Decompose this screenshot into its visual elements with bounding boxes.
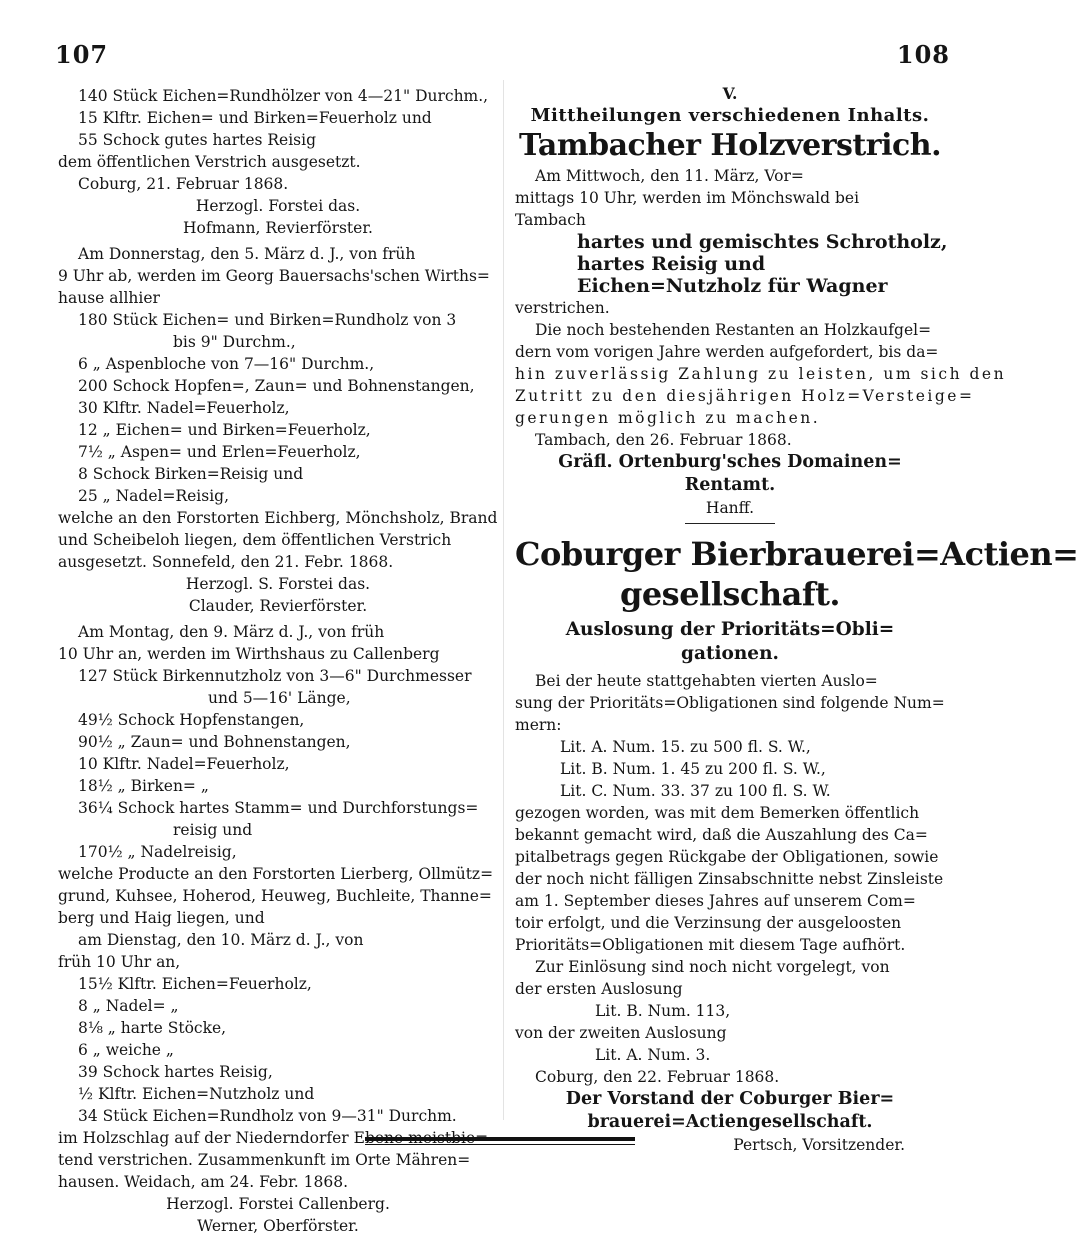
right-column	[515, 84, 1078, 1156]
text-line: 9 Uhr ab, werden im Georg Bauersachs'schen Wirths=	[58, 267, 490, 285]
text-line: Lit. C. Num. 33. 37 zu 100 fl. S. W.	[560, 782, 831, 800]
text-line: hausen. Weidach, am 24. Febr. 1868.	[58, 1173, 349, 1191]
text-line: hause allhier	[58, 289, 160, 307]
notice-title: Coburger Bierbrauerei=Actien=	[515, 535, 1078, 573]
text-line: Lit. B. Num. 113,	[595, 1002, 731, 1020]
page-number-left: 107	[55, 40, 109, 69]
column-gutter	[503, 80, 504, 1120]
section-number: V.	[722, 84, 738, 103]
text-line: ½ Klftr. Eichen=Nutzholz und	[78, 1085, 315, 1103]
text-line: mern:	[515, 716, 562, 734]
signature-office: brauerei=Actiengesellschaft.	[587, 1112, 873, 1132]
section-heading: Mittheilungen verschiedenen Inhalts.	[530, 105, 930, 126]
text-line: bis 9" Durchm.,	[173, 333, 296, 351]
text-line: der ersten Auslosung	[515, 980, 683, 998]
text-line: Prioritäts=Obligationen mit diesem Tage aufhört.	[515, 936, 906, 954]
text-line: 8 „ Nadel= „	[78, 997, 179, 1015]
signature-office: Der Vorstand der Coburger Bier=	[565, 1089, 895, 1109]
text-line: und 5—16' Länge,	[208, 689, 351, 707]
text-line: Am Montag, den 9. März d. J., von früh	[78, 623, 385, 641]
text-line: dem öffentlichen Verstrich ausgesetzt.	[58, 153, 361, 171]
text-line: Tambach, den 26. Februar 1868.	[535, 431, 792, 449]
text-line: Lit. A. Num. 3.	[595, 1046, 711, 1064]
text-line: welche Producte an den Forstorten Lierberg, Ollmütz=	[58, 865, 494, 883]
text-line: am 1. September dieses Jahres auf unserem Com=	[515, 892, 916, 910]
text-line: mittags 10 Uhr, werden im Mönchswald bei	[515, 189, 860, 207]
text-line: ausgesetzt. Sonnefeld, den 21. Febr. 1868.	[58, 553, 394, 571]
signature-name: Clauder, Revierförster.	[188, 597, 368, 615]
text-line: gezogen worden, was mit dem Bemerken öffentlich	[515, 804, 920, 822]
bottom-rule-thin	[365, 1144, 635, 1145]
notice-title: Tambacher Holzverstrich.	[518, 128, 942, 163]
signature-office: Herzogl. Forstei das.	[195, 197, 361, 215]
signature-office: Rentamt.	[684, 475, 776, 495]
text-line: 39 Schock hartes Reisig,	[78, 1063, 273, 1081]
text-line: der noch nicht fälligen Zinsabschnitte nebst Zinsleiste	[515, 870, 944, 888]
text-line: hartes und gemischtes Schrotholz,	[577, 231, 948, 253]
text-line: welche an den Forstorten Eichberg, Mönchsholz, Brand	[58, 509, 498, 527]
text-line: grund, Kuhsee, Hoherod, Heuweg, Buchleite, Thanne=	[58, 887, 492, 905]
text-line: 7½ „ Aspen= und Erlen=Feuerholz,	[78, 443, 361, 461]
text-line: 34 Stück Eichen=Rundholz von 9—31" Durchm.	[78, 1107, 457, 1125]
text-line: bekannt gemacht wird, daß die Auszahlung des Ca=	[515, 826, 928, 844]
text-line: 127 Stück Birkennutzholz von 3—6" Durchmesser	[78, 667, 472, 685]
page-number-right: 108	[896, 40, 950, 69]
text-line: Eichen=Nutzholz für Wagner	[577, 275, 888, 297]
text-line: Lit. A. Num. 15. zu 500 fl. S. W.,	[560, 738, 811, 756]
text-line: Coburg, den 22. Februar 1868.	[535, 1068, 780, 1086]
text-line: 8 Schock Birken=Reisig und	[78, 465, 304, 483]
text-line: 49½ Schock Hopfenstangen,	[78, 711, 305, 729]
notice-subtitle: Auslosung der Prioritäts=Obli=	[565, 619, 895, 640]
text-line: pitalbetrags gegen Rückgabe der Obligationen, sowie	[515, 848, 939, 866]
text-line: 8⅛ „ harte Stöcke,	[78, 1019, 227, 1037]
text-line: Zur Einlösung sind noch nicht vorgelegt, von	[535, 958, 890, 976]
text-line: von der zweiten Auslosung	[515, 1024, 727, 1042]
text-line: 12 „ Eichen= und Birken=Feuerholz,	[78, 421, 371, 439]
signature-name: Werner, Oberförster.	[197, 1217, 359, 1235]
text-line: 15 Klftr. Eichen= und Birken=Feuerholz und	[78, 109, 432, 127]
text-line: 15½ Klftr. Eichen=Feuerholz,	[78, 975, 312, 993]
text-line: tend verstrichen. Zusammenkunft im Orte Mähren=	[58, 1151, 471, 1169]
bottom-rule	[365, 1137, 635, 1141]
text-line: 36¼ Schock hartes Stamm= und Durchforstungs=	[78, 799, 479, 817]
text-line: 30 Klftr. Nadel=Feuerholz,	[78, 399, 290, 417]
notice-subtitle: gationen.	[681, 643, 779, 664]
text-line: reisig und	[173, 821, 253, 839]
text-line: 6 „ Aspenbloche von 7—16" Durchm.,	[78, 355, 375, 373]
text-line: früh 10 Uhr an,	[58, 953, 181, 971]
text-line: hin zuverlässig Zahlung zu leisten, um sich den	[515, 365, 1007, 383]
signature-office: Herzogl. S. Forstei das.	[185, 575, 371, 593]
signature-name: Pertsch, Vorsitzender.	[733, 1136, 905, 1154]
text-line: 170½ „ Nadelreisig,	[78, 843, 237, 861]
text-line: gerungen möglich zu machen.	[515, 409, 821, 427]
text-line: am Dienstag, den 10. März d. J., von	[78, 931, 364, 949]
text-line: Am Mittwoch, den 11. März, Vor=	[535, 167, 804, 185]
signature-office: Gräfl. Ortenburg'sches Domainen=	[558, 452, 902, 472]
text-line: Zutritt zu den diesjährigen Holz=Versteige=	[515, 387, 975, 405]
text-line: toir erfolgt, und die Verzinsung der ausgeloosten	[515, 914, 902, 932]
notice-title: gesellschaft.	[619, 575, 841, 613]
text-line: 55 Schock gutes hartes Reisig	[78, 131, 317, 149]
text-line: 18½ „ Birken= „	[78, 777, 209, 795]
text-line: berg und Haig liegen, und	[58, 909, 265, 927]
left-column	[58, 85, 498, 1237]
text-line: Lit. B. Num. 1. 45 zu 200 fl. S. W.,	[560, 760, 826, 778]
text-line: hartes Reisig und	[577, 253, 766, 275]
text-line: Die noch bestehenden Restanten an Holzkaufgel=	[535, 321, 932, 339]
signature-office: Herzogl. Forstei Callenberg.	[166, 1195, 390, 1213]
text-line: Bei der heute stattgehabten vierten Auslo=	[535, 672, 878, 690]
text-line: verstrichen.	[515, 299, 610, 317]
text-line: 200 Schock Hopfen=, Zaun= und Bohnenstangen,	[78, 377, 475, 395]
text-line: Am Donnerstag, den 5. März d. J., von früh	[78, 245, 416, 263]
signature-name: Hofmann, Revierförster.	[183, 219, 373, 237]
text-line: Tambach	[515, 211, 586, 229]
text-line: 180 Stück Eichen= und Birken=Rundholz von 3	[78, 311, 457, 329]
text-line: und Scheibeloh liegen, dem öffentlichen Verstrich	[58, 531, 452, 549]
text-line: 6 „ weiche „	[78, 1041, 174, 1059]
text-line: 10 Klftr. Nadel=Feuerholz,	[78, 755, 290, 773]
text-line: 140 Stück Eichen=Rundhölzer von 4—21" Durchm.,	[78, 87, 489, 105]
text-line: 25 „ Nadel=Reisig,	[78, 487, 230, 505]
separator-rule	[685, 523, 775, 524]
text-line: 90½ „ Zaun= und Bohnenstangen,	[78, 733, 351, 751]
text-line: dern vom vorigen Jahre werden aufgefordert, bis da=	[515, 343, 939, 361]
signature-name: Hanff.	[705, 499, 755, 517]
text-line: Coburg, 21. Februar 1868.	[78, 175, 289, 193]
text-line: 10 Uhr an, werden im Wirthshaus zu Callenberg	[58, 645, 440, 663]
text-line: im Holzschlag auf der Niederndorfer Ebene meistbie=	[58, 1129, 489, 1147]
text-line: sung der Prioritäts=Obligationen sind folgende Num=	[515, 694, 945, 712]
